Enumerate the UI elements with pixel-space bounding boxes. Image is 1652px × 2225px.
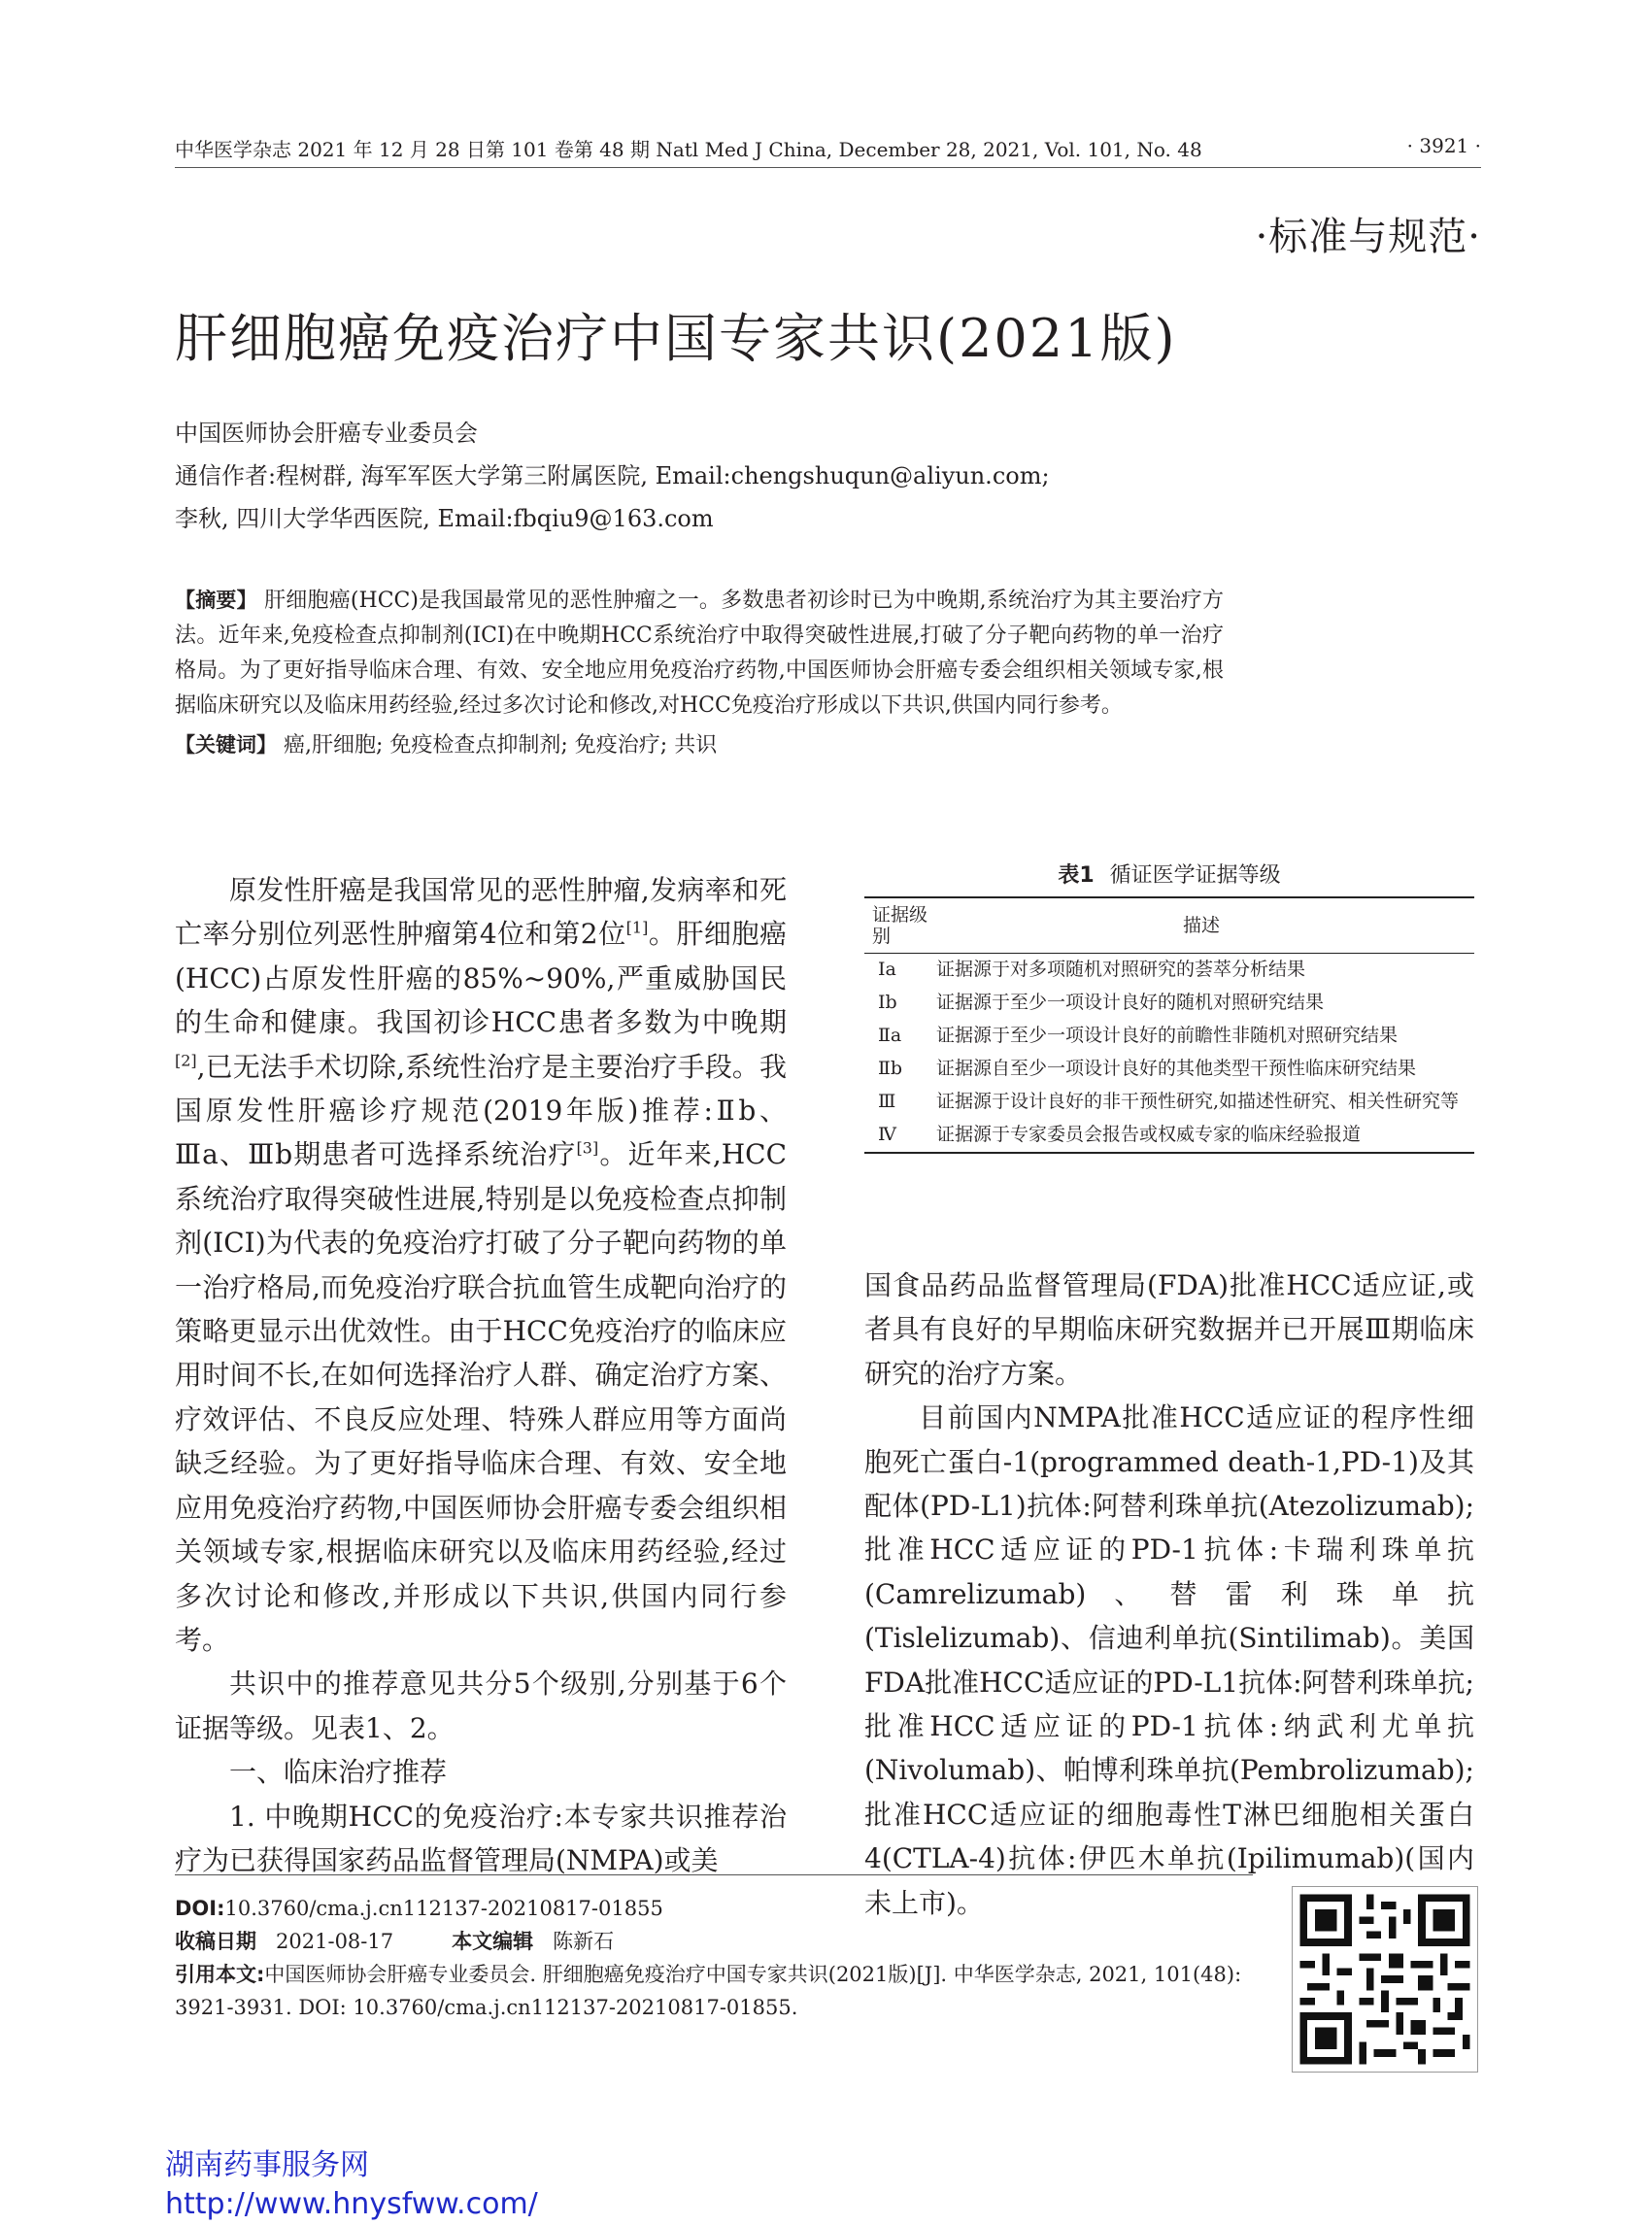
evidence-levels-paragraph: 共识中的推荐意见共分5个级别,分别基于6个证据等级。见表1、2。 xyxy=(175,1668,787,1744)
table-row: Ⅳ 证据源于专家委员会报告或权威专家的临床经验报道 xyxy=(864,1119,1474,1153)
approved-drugs-paragraph: 目前国内NMPA批准HCC适应证的程序性细胞死亡蛋白-1(programmed death-1,PD-1)及其配体(PD-L1)抗体:阿替利珠单抗(Atezolizumab);批准HCC适应证的PD-1抗体:卡瑞利珠单抗(Camrelizumab)、替雷利珠单抗(Tislelizumab)、信迪利单抗(Sintilimab)。美国FDA批准HCC适应证的PD-L1抗体:阿替利珠单抗;批准HCC适应证的PD-1抗体:纳武利尤单抗(Nivolumab)、帕博利珠单抗(Pembrolizumab);批准HCC适应证的细胞毒性T淋巴细胞相关蛋白4(CTLA-4)抗体:伊匹木单抗(Ipilimumab)(国内未上市)。 xyxy=(864,1401,1474,1919)
table-row: Ⅱb 证据源自至少一项设计良好的其他类型干预性临床研究结果 xyxy=(878,1058,1417,1079)
citation-line: 引用本文:中国医师协会肝癌专业委员会. 肝细胞癌免疫治疗中国专家共识(2021版)[J]. 中华医学杂志, 2021, 101(48): 3921-3931. DOI: 10.3760/cma.j.cn112137-20210817-01855. xyxy=(175,1963,1242,2019)
intro-paragraph: 原发性肝癌是我国常见的恶性肿瘤,发病率和死亡率分别位列恶性肿瘤第4位和第2位[1]。肝细胞癌(HCC)占原发性肝癌的85%~90%,严重威胁国民的生命和健康。我国初诊HCC患者多数为中晚期[2],已无法手术切除,系统性治疗是主要治疗手段。我国原发性肝癌诊疗规范(2019年版)推荐:Ⅱb、Ⅲa、Ⅲb期患者可选择系统治疗[3]。近年来,HCC系统治疗取得突破性进展,特别是以免疫检查点抑制剂(ICI)为代表的免疫治疗打破了分子靶向药物的单一治疗格局,而免疫治疗联合抗血管生成靶向治疗的策略更显示出优效性。由于HCC免疫治疗的临床应用时间不长,在如何选择治疗人群、确定治疗方案、疗效评估、不良反应处理、特殊人群应用等方面尚缺乏经验。为了更好指导临床合理、有效、安全地应用免疫治疗药物,中国医师协会肝癌专委会组织相关领域专家,根据临床研究以及临床用药经验,经过多次讨论和修改,并形成以下共识,供国内同行参考。 xyxy=(175,874,788,1656)
body-column-right xyxy=(864,1264,1474,1925)
watermark-url[interactable]: http://www.hnysfww.com/ xyxy=(165,2187,538,2221)
author-block xyxy=(175,412,1263,540)
dates-line: 收稿日期 2021-08-17 本文编辑 陈新石 xyxy=(175,1930,615,1953)
qr-code[interactable] xyxy=(1292,1886,1478,2073)
table1-header-desc: 描述 xyxy=(928,897,1474,954)
treatment-paragraph: 1. 中晚期HCC的免疫治疗:本专家共识推荐治疗为已获得国家药品监督管理局(NMPA)或美 xyxy=(175,1800,787,1876)
doi-link[interactable]: 10.3760/cma.j.cn112137-20210817-01855 xyxy=(224,1897,663,1920)
article-title: 肝细胞癌免疫治疗中国专家共识(2021版) xyxy=(175,308,1177,369)
doi-line: DOI:10.3760/cma.j.cn112137-20210817-01855 xyxy=(175,1897,663,1920)
table-row: Ⅰa 证据源于对多项随机对照研究的荟萃分析结果 xyxy=(878,959,1306,980)
table-row: Ⅲ 证据源于设计良好的非干预性研究,如描述性研究、相关性研究等 xyxy=(878,1091,1460,1112)
section-label: ·标准与规范· xyxy=(1255,215,1481,259)
keywords-label: 【关键词】 xyxy=(175,733,277,757)
abstract-text: 肝细胞癌(HCC)是我国最常见的恶性肿瘤之一。多数患者初诊时已为中晚期,系统治疗为其主要治疗方法。近年来,免疫检查点抑制剂(ICI)在中晚期HCC系统治疗中取得突破性进展,打破了分子靶向药物的单一治疗格局。为了更好指导临床合理、有效、安全地应用免疫治疗药物,中国医师协会肝癌专委会组织相关领域专家,根据临床研究以及临床用药经验,经过多次讨论和修改,对HCC免疫治疗形成以下共识,供国内同行参考。 xyxy=(175,589,1225,718)
evidence-level-table xyxy=(864,896,1474,1154)
citation-ref-1[interactable]: [1] xyxy=(625,919,649,938)
corresponding-author-1: 通信作者:程树群, 海军军医大学第三附属医院, Email:chengshuqun@aliyun.com; xyxy=(175,462,1050,489)
table1-number: 表1 xyxy=(1058,863,1095,888)
corresponding-author-2: 李秋, 四川大学华西医院, Email:fbqiu9@163.com xyxy=(175,505,714,532)
abstract xyxy=(175,583,1224,763)
watermark-site-name: 湖南药事服务网 xyxy=(165,2148,369,2182)
author-organization: 中国医师协会肝癌专业委员会 xyxy=(175,420,478,447)
table1-header-level: 证据级别 xyxy=(864,897,928,954)
keywords xyxy=(175,727,1224,763)
body-column-left xyxy=(175,868,787,1882)
header-divider xyxy=(175,167,1481,168)
continued-paragraph: 国食品药品监督管理局(FDA)批准HCC适应证,或者具有良好的早期临床研究数据并已开展Ⅲ期临床研究的治疗方案。 xyxy=(864,1269,1474,1390)
table-row: Ⅰb 证据源于至少一项设计良好的随机对照研究结果 xyxy=(878,992,1325,1013)
table-row: Ⅱa 证据源于至少一项设计良好的前瞻性非随机对照研究结果 xyxy=(878,1025,1399,1046)
section-heading: 一、临床治疗推荐 xyxy=(229,1756,448,1789)
table1-title: 循证医学证据等级 xyxy=(1109,863,1281,888)
keywords-text: 癌,肝细胞; 免疫检查点抑制剂; 免疫治疗; 共识 xyxy=(284,733,718,758)
abstract-label: 【摘要】 xyxy=(175,589,257,612)
page-number: · 3921 · xyxy=(1406,134,1481,157)
footer-divider xyxy=(175,1874,1253,1875)
qr-code-icon xyxy=(1293,1887,1477,2072)
journal-citation-header: 中华医学杂志 2021 年 12 月 28 日第 101 卷第 48 期 Natl Med J China, December 28, 2021, Vol. 101, No. 48 xyxy=(175,138,1202,161)
table1-caption xyxy=(864,859,1474,889)
abstract-body xyxy=(175,583,1224,724)
article-footer xyxy=(175,1892,1272,2024)
citation-ref-3[interactable]: [3] xyxy=(576,1139,599,1159)
watermark xyxy=(165,2146,538,2224)
citation-ref-2[interactable]: [2] xyxy=(175,1051,197,1070)
